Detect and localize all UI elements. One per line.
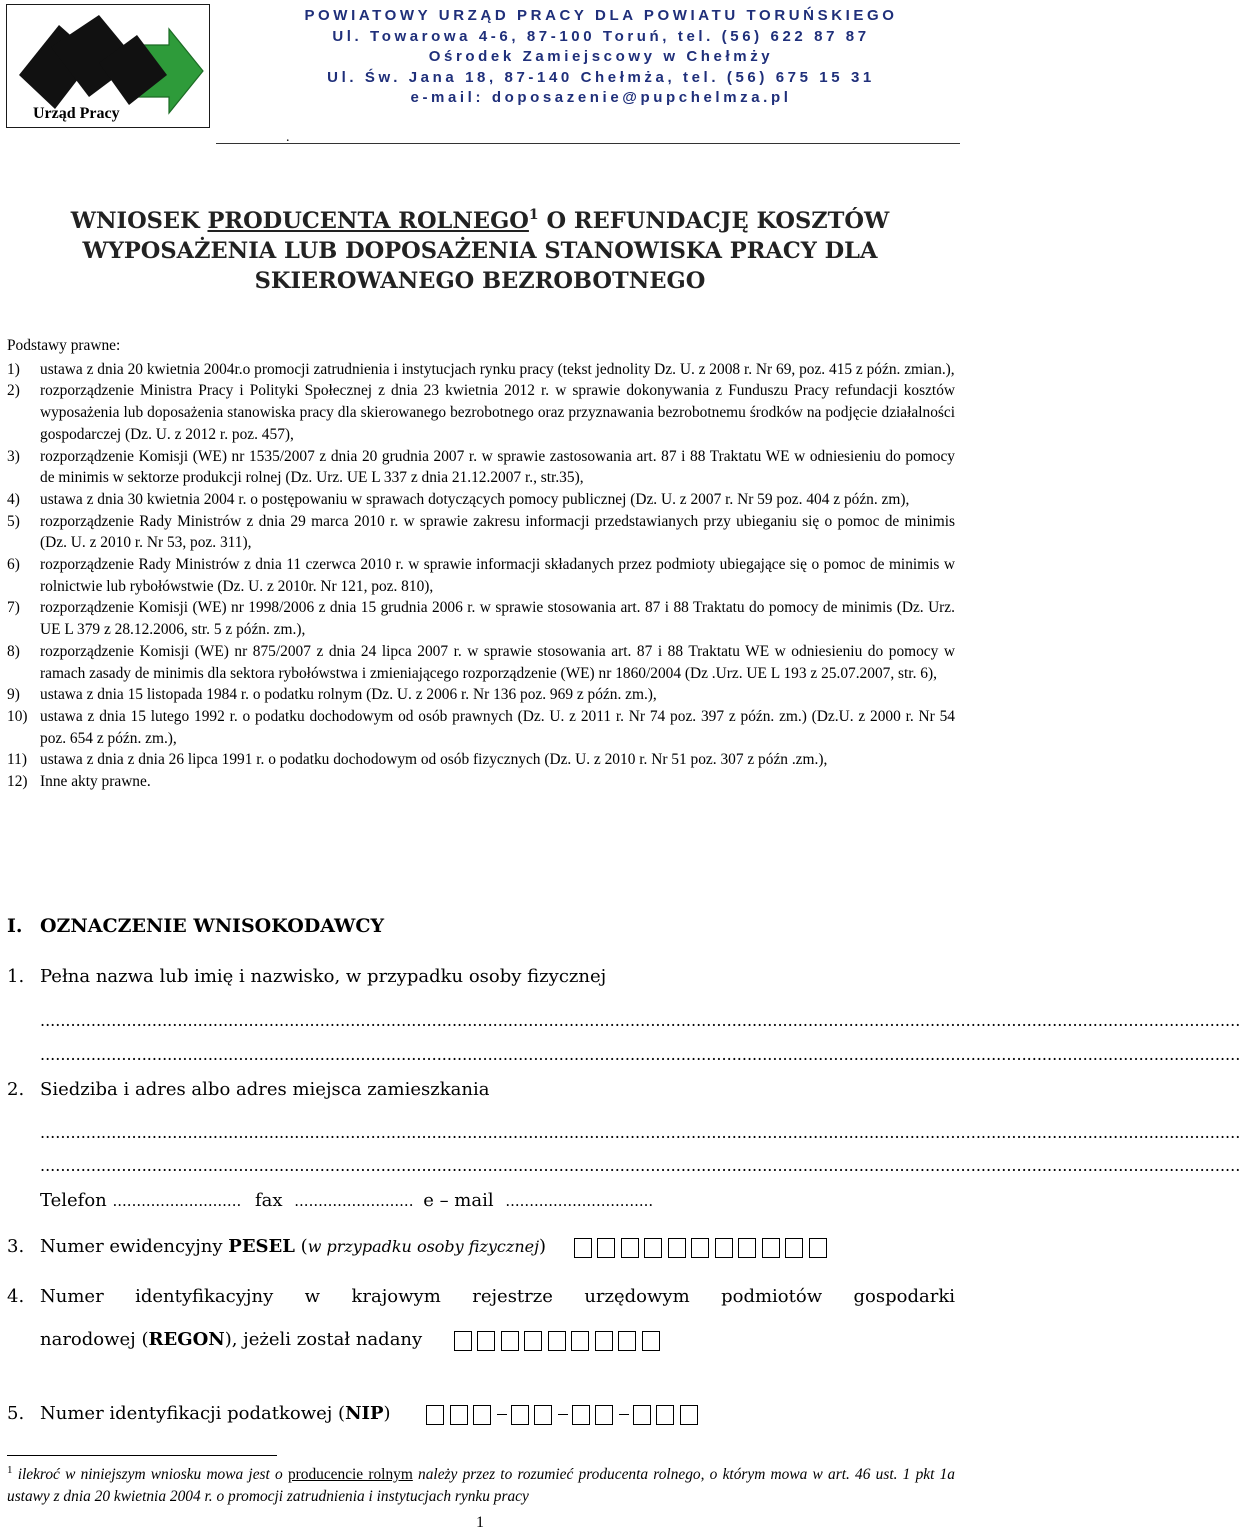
footnote-text-c: należy przez to rozumieć producenta rolnego, o którym mowa w art. 46 ust. 1 pkt 1a ustawy z dnia 20 kwietnia 2004 r. o promocji zatrudnienia i instytucjach rynku pracy bbox=[7, 1466, 956, 1505]
digit-box[interactable] bbox=[511, 1405, 529, 1425]
legal-item-text: Inne akty prawne. bbox=[40, 773, 151, 791]
section-number: I. bbox=[7, 915, 23, 937]
legal-item-text: rozporządzenie Komisji (WE) nr 875/2007 z dnia 24 lipca 2007 r. w sprawie stosowania art. 87 i 88 Traktatu WE w odniesieniu do pomocy w ramach zasady de minimis dla sektora rybołówstwa i zmieniającego rozporządzenie (WE) nr 1860/2004 (Dz .Urz. UE L 193 z 25.07.2007, str. 6), bbox=[40, 642, 955, 682]
pesel-label-d: w przypadku osoby fizycznej bbox=[307, 1237, 540, 1256]
address-field-line-2[interactable]: ............................................................................................................................................................................................................................................ bbox=[40, 1156, 1240, 1175]
pesel-digit-boxes[interactable] bbox=[574, 1237, 833, 1258]
legal-item-text: rozporządzenie Ministra Pracy i Polityki Społecznej z dnia 23 kwietnia 2012 r. w sprawie dokonywania z Funduszu Pracy refundacji kosztów wyposażenia lub doposażenia stanowiska pracy dla skierowanego bezrobotnego oraz przyznawania bezrobotnemu środków na podjęcie działalności gospodarczej (Dz. U. z 2012 r. poz. 457), bbox=[40, 382, 955, 443]
document-title bbox=[0, 206, 960, 296]
digit-box[interactable] bbox=[524, 1331, 542, 1351]
question-label: Pełna nazwa lub imię i nazwisko, w przypadku osoby fizycznej bbox=[40, 966, 607, 987]
contact-row bbox=[40, 1190, 653, 1211]
digit-box[interactable] bbox=[785, 1238, 803, 1258]
question-nip bbox=[7, 1403, 703, 1425]
digit-box[interactable] bbox=[426, 1405, 444, 1425]
email-label: e – mail bbox=[423, 1190, 494, 1211]
digit-box[interactable] bbox=[668, 1238, 686, 1258]
title-footnote-mark: 1 bbox=[528, 207, 539, 223]
email-field[interactable]: ............................... bbox=[505, 1192, 654, 1210]
legal-item-number: 2) bbox=[7, 382, 20, 400]
separator-dash bbox=[558, 1414, 568, 1415]
regon-label-a: narodowej ( bbox=[40, 1329, 149, 1350]
header-line-3: Ośrodek Zamiejscowy w Chełmży bbox=[428, 48, 774, 65]
regon-label-b: REGON bbox=[148, 1329, 225, 1350]
legal-item bbox=[7, 771, 955, 793]
digit-box[interactable] bbox=[574, 1238, 592, 1258]
legal-item-number: 12) bbox=[7, 773, 28, 791]
regon-label-line-1: Numer identyfikacyjny w krajowym rejestrze urzędowym podmiotów gospodarki bbox=[40, 1286, 955, 1307]
digit-box[interactable] bbox=[644, 1238, 662, 1258]
nip-label-c: ) bbox=[383, 1403, 391, 1424]
title-part-3: O REFUNDACJĘ KOSZTÓW bbox=[538, 208, 890, 234]
legal-item-number: 6) bbox=[7, 556, 20, 574]
legal-item-number: 1) bbox=[7, 360, 20, 378]
legal-item-text: rozporządzenie Rady Ministrów z dnia 11 czerwca 2010 r. w sprawie informacji składanych przez podmioty ubiegające się o pomoc de minimis w rolnictwie lub rybołówstwie (Dz. U. z 2010r. Nr 121, poz. 810), bbox=[40, 556, 955, 595]
pesel-label-b: PESEL bbox=[228, 1236, 295, 1257]
digit-box[interactable] bbox=[762, 1238, 780, 1258]
fax-label: fax bbox=[254, 1190, 283, 1211]
title-line-3: SKIEROWANEGO BEZROBOTNEGO bbox=[254, 268, 706, 294]
digit-box[interactable] bbox=[680, 1405, 698, 1425]
digit-box[interactable] bbox=[633, 1405, 651, 1425]
digit-box[interactable] bbox=[534, 1405, 552, 1425]
nip-label-a: Numer identyfikacji podatkowej ( bbox=[40, 1403, 346, 1424]
digit-box[interactable] bbox=[595, 1405, 613, 1425]
question-label: Siedziba i adres albo adres miejsca zamieszkania bbox=[40, 1079, 490, 1100]
digit-box[interactable] bbox=[548, 1331, 566, 1351]
footnote-text-a: ilekroć w niniejszym wniosku mowa jest o bbox=[12, 1466, 288, 1483]
question-regon bbox=[7, 1286, 955, 1351]
title-part-1: WNIOSEK bbox=[70, 208, 208, 234]
digit-box[interactable] bbox=[809, 1238, 827, 1258]
legal-item bbox=[7, 597, 955, 640]
legal-item bbox=[7, 446, 955, 489]
legal-item-text: ustawa z dnia 20 kwietnia 2004r.o promocji zatrudnienia i instytucjach rynku pracy (tekst jednolity Dz. U. z 2008 r. Nr 69, poz. 415 z późn. zmian.), bbox=[40, 360, 955, 378]
legal-item-text: rozporządzenie Komisji (WE) nr 1998/2006 z dnia 15 grudnia 2006 r. w sprawie stosowania art. 87 i 88 Traktatu do pomocy de minimis (Dz. Urz. UE L 379 z 28.12.2006, str. 5 z późn. zm.), bbox=[40, 599, 955, 639]
legal-item bbox=[7, 641, 955, 684]
legal-item bbox=[7, 511, 955, 554]
header-rule bbox=[216, 143, 960, 144]
fax-field[interactable]: ......................... bbox=[294, 1192, 414, 1210]
separator-dash bbox=[497, 1414, 507, 1415]
phone-label: Telefon bbox=[40, 1190, 107, 1211]
legal-item-number: 7) bbox=[7, 599, 20, 617]
digit-box[interactable] bbox=[621, 1238, 639, 1258]
full-name-field-line-2[interactable]: ............................................................................................................................................................................................................................................ bbox=[40, 1045, 1240, 1064]
question-number: 4. bbox=[7, 1286, 25, 1307]
question-number: 3. bbox=[7, 1236, 25, 1257]
legal-item-number: 4) bbox=[7, 490, 20, 508]
page-number: 1 bbox=[476, 1514, 484, 1531]
digit-box[interactable] bbox=[501, 1331, 519, 1351]
digit-box[interactable] bbox=[642, 1331, 660, 1351]
footnote-mark: 1 bbox=[7, 1464, 13, 1476]
phone-field[interactable]: ........................... bbox=[112, 1192, 242, 1210]
pesel-label-c: ( bbox=[294, 1236, 308, 1257]
logo-label: Urząd Pracy bbox=[33, 105, 120, 122]
section-heading bbox=[7, 915, 384, 937]
legal-item bbox=[7, 684, 955, 706]
nip-digit-boxes[interactable] bbox=[426, 1404, 703, 1425]
regon-digit-boxes[interactable] bbox=[454, 1330, 666, 1351]
title-line-2: WYPOSAŻENIA LUB DOPOSAŻENIA STANOWISKA PRACY DLA bbox=[82, 238, 878, 264]
question-pesel bbox=[7, 1236, 832, 1258]
legal-item-number: 8) bbox=[7, 642, 20, 660]
address-field-line-1[interactable]: ............................................................................................................................................................................................................................................ bbox=[40, 1123, 1240, 1142]
pesel-label-e: ) bbox=[539, 1236, 547, 1257]
digit-box[interactable] bbox=[572, 1405, 590, 1425]
legal-item-text: rozporządzenie Rady Ministrów z dnia 29 marca 2010 r. w sprawie zakresu informacji przedstawianych przy ubieganiu się o pomoc de minimis (Dz. U. z 2010 r. Nr 53, poz. 311), bbox=[40, 512, 955, 552]
legal-item-text: ustawa z dnia 15 lutego 1992 r. o podatku dochodowym od osób prawnych (Dz. U. z 2011 r. Nr 74 poz. 397 z późn. zm.) (Dz.U. z 2000 r. Nr 54 poz. 654 z późn. zm.), bbox=[40, 707, 955, 747]
digit-box[interactable] bbox=[450, 1405, 468, 1425]
header-line-4: Ul. Św. Jana 18, 87-140 Chełmża, tel. (56) 675 15 31 bbox=[327, 68, 875, 86]
digit-box[interactable] bbox=[597, 1238, 615, 1258]
legal-item-number: 10) bbox=[7, 707, 28, 725]
legal-item-text: rozporządzenie Komisji (WE) nr 1535/2007 z dnia 20 grudnia 2007 r. w sprawie zastosowania art. 87 i 88 Traktatu WE w odniesieniu do pomocy de minimis w sektorze produkcji rolnej (Dz. Urz. UE L 337 z dnia 21.12.2007 r., str.35), bbox=[40, 447, 955, 487]
digit-box[interactable] bbox=[571, 1331, 589, 1351]
legal-item-number: 9) bbox=[7, 686, 20, 704]
office-logo bbox=[6, 4, 210, 128]
nip-label-b: NIP bbox=[345, 1403, 384, 1424]
header-line-1: POWIATOWY URZĄD PRACY DLA POWIATU TORUŃSKIEGO bbox=[304, 7, 898, 24]
digit-box[interactable] bbox=[477, 1331, 495, 1351]
separator-dash bbox=[619, 1414, 629, 1415]
legal-item-text: ustawa z dnia z dnia 26 lipca 1991 r. o podatku dochodowym od osób fizycznych (Dz. U. z 2010 r. Nr 51 poz. 307 z późn .zm.), bbox=[40, 751, 828, 769]
digit-box[interactable] bbox=[656, 1405, 674, 1425]
title-part-2: PRODUCENTA ROLNEGO bbox=[207, 208, 529, 234]
digit-box[interactable] bbox=[473, 1405, 491, 1425]
legal-item bbox=[7, 706, 955, 749]
office-header bbox=[248, 6, 954, 109]
legal-basis-label: Podstawy prawne: bbox=[7, 337, 121, 354]
legal-item-number: 11) bbox=[7, 751, 27, 769]
question-number: 1. bbox=[7, 966, 25, 987]
legal-item bbox=[7, 749, 955, 771]
legal-item-number: 3) bbox=[7, 447, 20, 465]
pesel-label-a: Numer ewidencyjny bbox=[40, 1236, 229, 1257]
legal-basis bbox=[7, 335, 955, 793]
legal-item-text: ustawa z dnia 30 kwietnia 2004 r. o postępowaniu w sprawach dotyczących pomocy publicznej (Dz. U. z 2007 r. Nr 59 poz. 404 z późn. zm), bbox=[40, 490, 910, 508]
legal-item bbox=[7, 554, 955, 597]
digit-box[interactable] bbox=[454, 1331, 472, 1351]
footnote-rule bbox=[7, 1455, 277, 1456]
digit-box[interactable] bbox=[738, 1238, 756, 1258]
digit-box[interactable] bbox=[691, 1238, 709, 1258]
header-line-5: e-mail: doposazenie@pupchelmza.pl bbox=[410, 89, 792, 106]
footnote-text-b: producencie rolnym bbox=[287, 1466, 413, 1483]
digit-box[interactable] bbox=[618, 1331, 636, 1351]
legal-item-text: ustawa z dnia 15 listopada 1984 r. o podatku rolnym (Dz. U. z 2006 r. Nr 136 poz. 969 z późn. zm.), bbox=[40, 686, 657, 704]
full-name-field-line-1[interactable]: ............................................................................................................................................................................................................................................ bbox=[40, 1011, 1240, 1030]
legal-item-number: 5) bbox=[7, 512, 20, 530]
question-address bbox=[7, 1079, 489, 1100]
footnote bbox=[7, 1464, 955, 1508]
header-dot: . bbox=[286, 130, 290, 145]
question-number: 2. bbox=[7, 1079, 25, 1100]
section-title: OZNACZENIE WNISOKODAWCY bbox=[40, 915, 385, 937]
digit-box[interactable] bbox=[595, 1331, 613, 1351]
digit-box[interactable] bbox=[715, 1238, 733, 1258]
legal-item bbox=[7, 359, 955, 381]
header-line-2: Ul. Towarowa 4-6, 87-100 Toruń, tel. (56) 622 87 87 bbox=[332, 27, 870, 45]
legal-item bbox=[7, 489, 955, 511]
question-full-name bbox=[7, 966, 606, 987]
question-number: 5. bbox=[7, 1403, 25, 1424]
legal-item bbox=[7, 380, 955, 445]
regon-label-c: ), jeżeli został nadany bbox=[224, 1329, 423, 1350]
